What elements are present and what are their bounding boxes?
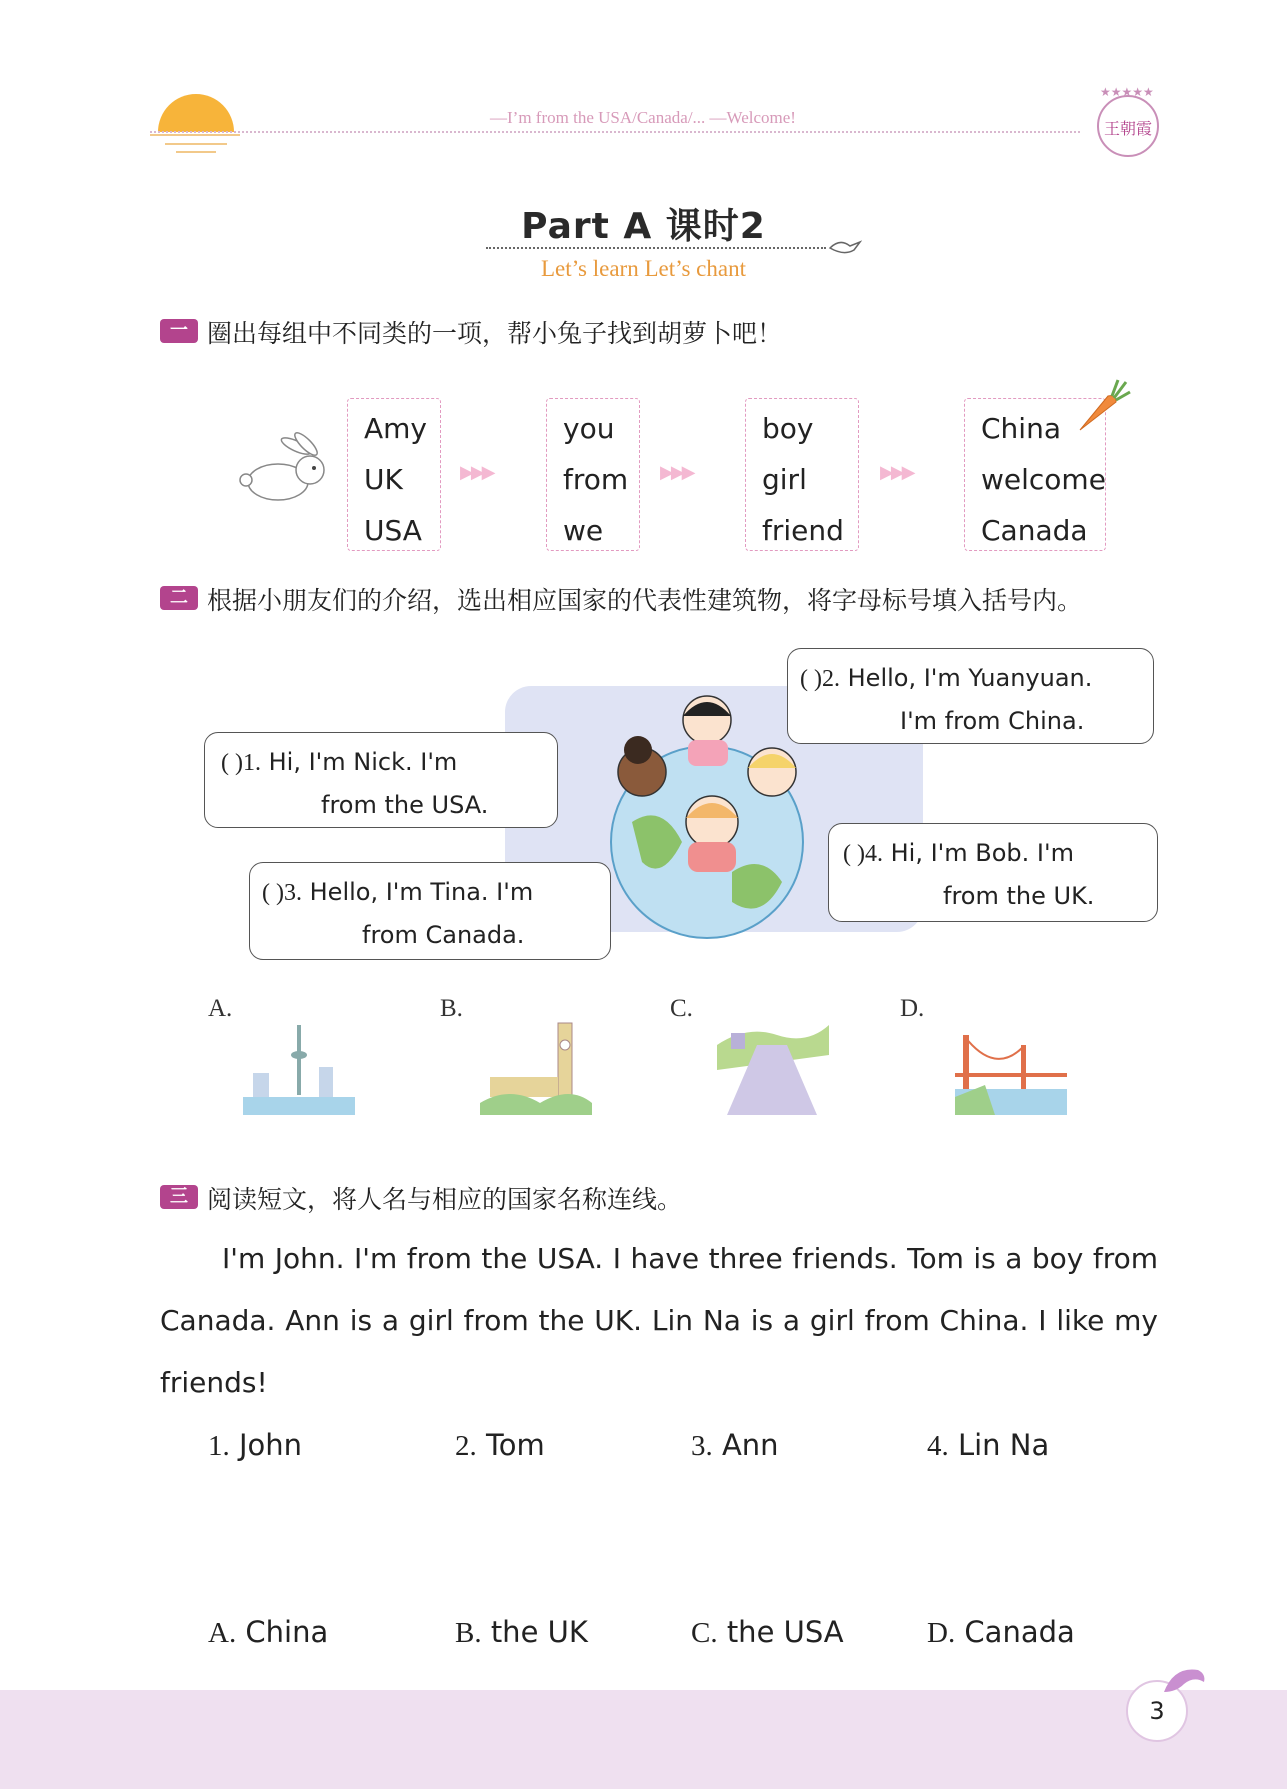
item-text: John <box>238 1428 303 1462</box>
word-option[interactable]: we <box>563 514 604 547</box>
word-option[interactable]: from <box>563 463 629 496</box>
word-option[interactable]: Canada <box>981 514 1088 547</box>
answer-blank[interactable]: ( ) <box>843 841 865 867</box>
great-wall-image <box>717 1015 829 1115</box>
arrow-icon: ▶▶▶ <box>880 462 913 483</box>
answer-blank[interactable]: ( ) <box>262 880 284 906</box>
question-number: 2. <box>821 666 840 692</box>
item-number: 1. <box>208 1430 230 1462</box>
dolphin-icon <box>1160 1662 1208 1706</box>
item-number: A. <box>208 1617 237 1649</box>
country-item-canada[interactable] <box>927 1615 1075 1650</box>
name-item-lin-na[interactable] <box>927 1428 1049 1463</box>
answer-blank[interactable]: ( ) <box>800 666 822 692</box>
bubble-line: from Canada. <box>362 921 525 949</box>
word-option[interactable]: you <box>563 412 615 445</box>
item-text: Lin Na <box>957 1428 1050 1462</box>
speech-bubble-3 <box>249 862 611 960</box>
question-number: 1. <box>242 750 261 776</box>
speech-bubble-4 <box>828 823 1158 922</box>
arrow-icon: ▶▶▶ <box>660 462 693 483</box>
item-number: D. <box>927 1617 956 1649</box>
bubble-line: Hi, I'm Nick. I'm <box>268 748 458 776</box>
word-option[interactable]: UK <box>364 463 403 496</box>
speech-bubble-2 <box>787 648 1154 744</box>
option-label-c: C. <box>670 995 693 1022</box>
sun-line <box>165 143 227 145</box>
item-number: 3. <box>691 1430 713 1462</box>
golden-gate-image <box>955 1015 1067 1115</box>
bubble-line: Hi, I'm Bob. I'm <box>890 839 1074 867</box>
sun-line <box>176 151 216 153</box>
bubble-line: I'm from China. <box>900 707 1085 735</box>
word-option[interactable]: friend <box>762 514 844 547</box>
item-text: China <box>245 1615 329 1649</box>
item-number: B. <box>455 1617 482 1649</box>
item-number: 4. <box>927 1430 949 1462</box>
svg-text:★★★★★: ★★★★★ <box>1100 85 1154 99</box>
section1-badge: 一 <box>160 319 198 343</box>
section2-badge: 二 <box>160 586 198 610</box>
item-text: the USA <box>726 1615 844 1649</box>
section3-instruction: 阅读短文，将人名与相应的国家名称连线。 <box>207 1185 683 1214</box>
word-option[interactable]: China <box>981 412 1061 445</box>
bubble-line: from the UK. <box>943 882 1095 910</box>
name-item-john[interactable] <box>208 1428 302 1463</box>
word-group-2 <box>546 398 640 551</box>
page-footer <box>0 1690 1287 1789</box>
item-text: Canada <box>964 1615 1075 1649</box>
rabbit-icon <box>232 430 332 510</box>
word-option[interactable]: girl <box>762 463 807 496</box>
word-group-3 <box>745 398 859 551</box>
publisher-logo <box>1092 82 1164 162</box>
section1-instruction: 圈出每组中不同类的一项，帮小兔子找到胡萝卜吧！ <box>207 319 783 348</box>
country-item-china[interactable] <box>208 1615 328 1650</box>
option-label-b: B. <box>440 995 463 1022</box>
title-underline <box>486 247 826 249</box>
header-rule <box>150 131 1080 133</box>
answer-blank[interactable]: ( ) <box>221 750 243 776</box>
section3-badge: 三 <box>160 1185 198 1209</box>
word-option[interactable]: boy <box>762 412 814 445</box>
bubble-line: Hello, I'm Yuanyuan. <box>847 664 1093 692</box>
name-item-ann[interactable] <box>691 1428 779 1463</box>
arrow-icon: ▶▶▶ <box>460 462 493 483</box>
item-text: Ann <box>721 1428 779 1462</box>
item-text: the UK <box>490 1615 588 1649</box>
bird-icon <box>828 236 862 258</box>
item-text: Tom <box>485 1428 545 1462</box>
section2-instruction: 根据小朋友们的介绍，选出相应国家的代表性建筑物，将字母标号填入括号内。 <box>207 586 1083 615</box>
header-text: —I’m from the USA/Canada/... —Welcome! <box>490 108 796 127</box>
country-item-uk[interactable] <box>455 1615 588 1650</box>
item-number: C. <box>691 1617 718 1649</box>
speech-bubble-1 <box>204 732 558 828</box>
page-subtitle: Let’s learn Let’s chant <box>540 256 746 281</box>
page-number: 3 <box>1126 1680 1188 1742</box>
word-group-1 <box>347 398 441 551</box>
option-label-a: A. <box>208 995 233 1022</box>
question-number: 3. <box>283 880 302 906</box>
item-number: 2. <box>455 1430 477 1462</box>
word-option[interactable]: Amy <box>364 412 427 445</box>
sun-line <box>150 134 240 136</box>
carrot-icon <box>1072 376 1132 436</box>
big-ben-image <box>480 1015 592 1115</box>
country-item-usa[interactable] <box>691 1615 844 1650</box>
bubble-line: from the USA. <box>321 791 489 819</box>
option-label-d: D. <box>900 995 925 1022</box>
word-option[interactable]: welcome <box>981 463 1106 496</box>
logo-text: 王朝霞 <box>1103 119 1153 138</box>
bubble-line: Hello, I'm Tina. I'm <box>309 878 534 906</box>
question-number: 4. <box>864 841 883 867</box>
cn-tower-image <box>243 1015 355 1115</box>
name-item-tom[interactable] <box>455 1428 545 1463</box>
reading-passage: I'm John. I'm from the USA. I have three friends. Tom is a boy from Canada. Ann is a girl from the UK. Lin Na is a girl from China. I like my friends! <box>160 1242 1158 1399</box>
sun-decoration <box>158 94 234 132</box>
word-option[interactable]: USA <box>364 514 422 547</box>
page-title: Part A 课时2 <box>521 206 766 247</box>
